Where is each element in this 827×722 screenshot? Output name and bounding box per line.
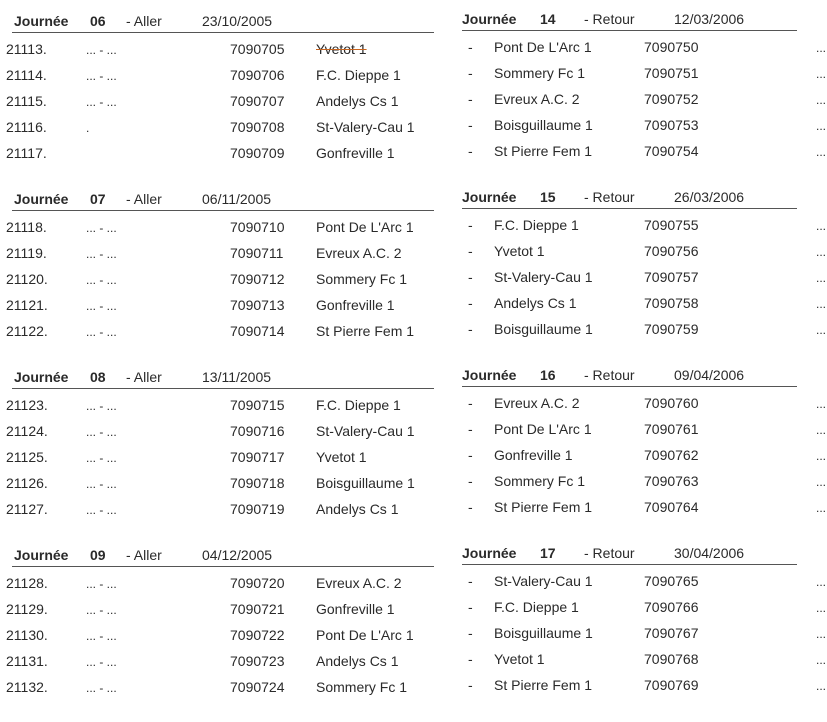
row-dash: - <box>468 625 473 641</box>
match-code: 7090759 <box>644 321 699 337</box>
row-dash: - <box>468 573 473 589</box>
match-code: 7090715 <box>230 397 285 413</box>
team-name: F.C. Dieppe 1 <box>316 67 401 83</box>
match-code: 7090710 <box>230 219 285 235</box>
match-number: 21123. <box>6 397 48 413</box>
fixture-row <box>462 617 827 643</box>
match-code: 7090756 <box>644 243 699 259</box>
fixture-row <box>0 85 440 111</box>
row-dash: - <box>468 143 473 159</box>
match-code: 7090753 <box>644 117 699 133</box>
fixture-row <box>0 389 440 415</box>
row-dash: - <box>468 651 473 667</box>
score-placeholder: ... - ... <box>86 451 117 465</box>
match-code: 7090712 <box>230 271 285 287</box>
round-date: 09/04/2006 <box>674 367 745 383</box>
fixture-row <box>0 593 440 619</box>
match-code: 7090707 <box>230 93 285 109</box>
fixture-row <box>0 671 440 697</box>
fixture-row <box>462 565 827 591</box>
score-placeholder: ... <box>816 679 827 693</box>
score-placeholder: ... <box>816 449 827 463</box>
team-name: Boisguillaume 1 <box>494 117 593 133</box>
score-placeholder: ... <box>816 575 827 589</box>
match-code: 7090757 <box>644 269 699 285</box>
match-number: 21127. <box>6 501 48 517</box>
fixture-row <box>462 465 827 491</box>
team-name: F.C. Dieppe 1 <box>316 397 401 413</box>
match-code: 7090760 <box>644 395 699 411</box>
team-name: Evreux A.C. 2 <box>316 245 402 261</box>
team-name: Gonfreville 1 <box>316 297 395 313</box>
row-dash: - <box>468 447 473 463</box>
score-placeholder: ... <box>816 297 827 311</box>
team-name: Evreux A.C. 2 <box>494 91 580 107</box>
fixture-row <box>462 491 827 517</box>
fixture-row <box>0 263 440 289</box>
row-dash: - <box>468 91 473 107</box>
match-code: 7090750 <box>644 39 699 55</box>
fixture-row <box>0 137 440 163</box>
round-number: 07 <box>90 191 106 207</box>
score-placeholder: ... - ... <box>86 43 117 57</box>
round-header <box>12 188 434 211</box>
retour-column <box>462 8 827 720</box>
fixture-row <box>462 135 827 161</box>
round-number: 16 <box>540 367 556 383</box>
team-name: Boisguillaume 1 <box>316 475 415 491</box>
team-name: Pont De L'Arc 1 <box>316 627 414 643</box>
score-placeholder: ... <box>816 119 827 133</box>
match-number: 21126. <box>6 475 48 491</box>
match-code: 7090766 <box>644 599 699 615</box>
match-number: 21115. <box>6 93 47 109</box>
team-name: Yvetot 1 <box>316 449 367 465</box>
team-name: F.C. Dieppe 1 <box>494 599 579 615</box>
round-block <box>462 186 827 364</box>
round-date: 06/11/2005 <box>202 191 272 207</box>
match-number: 21114. <box>6 67 47 83</box>
team-name: Yvetot 1 <box>316 41 367 57</box>
aller-column <box>0 10 440 722</box>
score-placeholder: ... - ... <box>86 247 117 261</box>
match-number: 21131. <box>6 653 48 669</box>
score-placeholder: ... <box>816 475 827 489</box>
team-name: Yvetot 1 <box>494 651 545 667</box>
match-code: 7090706 <box>230 67 285 83</box>
team-name: St-Valery-Cau 1 <box>316 119 415 135</box>
row-dash: - <box>468 395 473 411</box>
team-name: Sommery Fc 1 <box>316 271 408 287</box>
score-placeholder: ... <box>816 145 827 159</box>
round-header <box>462 364 797 387</box>
match-code: 7090724 <box>230 679 285 695</box>
fixture-row <box>462 669 827 695</box>
score-placeholder: ... <box>816 601 827 615</box>
score-placeholder: ... <box>816 653 827 667</box>
match-number: 21124. <box>6 423 48 439</box>
fixture-row <box>462 387 827 413</box>
round-block <box>0 366 440 544</box>
score-placeholder: ... <box>816 501 827 515</box>
match-code: 7090762 <box>644 447 699 463</box>
match-code: 7090763 <box>644 473 699 489</box>
round-header <box>462 542 797 565</box>
score-placeholder: ... - ... <box>86 273 117 287</box>
row-dash: - <box>468 39 473 55</box>
round-label: Journée <box>14 191 69 207</box>
round-phase: - Aller <box>126 13 162 29</box>
team-name: Andelys Cs 1 <box>316 501 399 517</box>
fixture-row <box>0 315 440 341</box>
team-name: Andelys Cs 1 <box>494 295 577 311</box>
score-placeholder: ... <box>816 67 827 81</box>
round-date: 23/10/2005 <box>202 13 273 29</box>
round-label: Journée <box>462 11 517 27</box>
match-code: 7090723 <box>230 653 285 669</box>
match-code: 7090758 <box>644 295 699 311</box>
round-label: Journée <box>462 367 517 383</box>
team-name: Sommery Fc 1 <box>494 65 586 81</box>
match-code: 7090718 <box>230 475 285 491</box>
score-placeholder: ... - ... <box>86 425 117 439</box>
fixture-row <box>0 567 440 593</box>
score-placeholder: ... <box>816 245 827 259</box>
fixture-row <box>0 619 440 645</box>
match-number: 21132. <box>6 679 48 695</box>
round-block <box>462 542 827 720</box>
match-code: 7090755 <box>644 217 699 233</box>
team-name: Gonfreville 1 <box>316 145 395 161</box>
row-dash: - <box>468 677 473 693</box>
round-label: Journée <box>14 369 69 385</box>
team-name: St Pierre Fem 1 <box>494 499 593 515</box>
fixture-row <box>462 591 827 617</box>
round-block <box>0 10 440 188</box>
match-code: 7090708 <box>230 119 285 135</box>
row-dash: - <box>468 473 473 489</box>
match-number: 21120. <box>6 271 48 287</box>
round-date: 12/03/2006 <box>674 11 745 27</box>
match-code: 7090713 <box>230 297 285 313</box>
fixture-row <box>462 83 827 109</box>
team-name: Yvetot 1 <box>494 243 545 259</box>
round-block <box>462 8 827 186</box>
match-code: 7090722 <box>230 627 285 643</box>
score-placeholder: ... - ... <box>86 477 117 491</box>
fixture-row <box>462 209 827 235</box>
score-placeholder: ... - ... <box>86 399 117 413</box>
match-number: 21129. <box>6 601 48 617</box>
match-number: 21117. <box>6 145 47 161</box>
round-block <box>0 188 440 366</box>
row-dash: - <box>468 217 473 233</box>
fixture-row <box>462 439 827 465</box>
match-number: 21125. <box>6 449 48 465</box>
round-block <box>0 544 440 722</box>
round-number: 15 <box>540 189 556 205</box>
team-name: St Pierre Fem 1 <box>494 677 593 693</box>
row-dash: - <box>468 269 473 285</box>
score-placeholder: . <box>86 121 90 135</box>
team-name: Boisguillaume 1 <box>494 321 593 337</box>
match-code: 7090714 <box>230 323 285 339</box>
round-phase: - Retour <box>584 11 635 27</box>
team-name: Pont De L'Arc 1 <box>494 421 592 437</box>
team-name: Sommery Fc 1 <box>494 473 586 489</box>
team-name: Sommery Fc 1 <box>316 679 408 695</box>
match-code: 7090751 <box>644 65 699 81</box>
score-placeholder: ... <box>816 397 827 411</box>
score-placeholder: ... <box>816 41 827 55</box>
round-header <box>462 8 797 31</box>
round-phase: - Retour <box>584 189 635 205</box>
round-phase: - Retour <box>584 545 635 561</box>
fixture-row <box>0 645 440 671</box>
round-number: 17 <box>540 545 556 561</box>
score-placeholder: ... - ... <box>86 577 117 591</box>
score-placeholder: ... <box>816 423 827 437</box>
fixture-row <box>0 289 440 315</box>
match-code: 7090705 <box>230 41 285 57</box>
match-code: 7090769 <box>644 677 699 693</box>
match-code: 7090711 <box>230 245 284 261</box>
round-header <box>12 10 434 33</box>
fixture-row <box>0 211 440 237</box>
score-placeholder: ... <box>816 271 827 285</box>
match-code: 7090767 <box>644 625 699 641</box>
match-code: 7090721 <box>230 601 285 617</box>
match-number: 21118. <box>6 219 47 235</box>
round-phase: - Aller <box>126 191 162 207</box>
round-number: 09 <box>90 547 106 563</box>
team-name: Andelys Cs 1 <box>316 93 399 109</box>
fixture-row <box>0 59 440 85</box>
fixture-row <box>0 415 440 441</box>
fixture-row <box>0 493 440 519</box>
match-code: 7090754 <box>644 143 699 159</box>
fixture-row <box>0 33 440 59</box>
match-number: 21113. <box>6 41 47 57</box>
score-placeholder: ... - ... <box>86 655 117 669</box>
match-code: 7090716 <box>230 423 285 439</box>
team-name: Gonfreville 1 <box>494 447 573 463</box>
team-name: Evreux A.C. 2 <box>316 575 402 591</box>
team-name: St-Valery-Cau 1 <box>316 423 415 439</box>
row-dash: - <box>468 243 473 259</box>
score-placeholder: ... <box>816 627 827 641</box>
score-placeholder: ... - ... <box>86 325 117 339</box>
team-name: St-Valery-Cau 1 <box>494 573 593 589</box>
score-placeholder: ... - ... <box>86 69 117 83</box>
match-code: 7090752 <box>644 91 699 107</box>
round-label: Journée <box>462 545 517 561</box>
match-code: 7090719 <box>230 501 285 517</box>
fixture-row <box>462 413 827 439</box>
team-name: F.C. Dieppe 1 <box>494 217 579 233</box>
score-placeholder: ... <box>816 219 827 233</box>
match-code: 7090765 <box>644 573 699 589</box>
row-dash: - <box>468 65 473 81</box>
fixture-row <box>462 313 827 339</box>
team-name: Boisguillaume 1 <box>494 625 593 641</box>
round-label: Journée <box>14 547 69 563</box>
round-header <box>462 186 797 209</box>
round-number: 06 <box>90 13 106 29</box>
round-header <box>12 366 434 389</box>
row-dash: - <box>468 499 473 515</box>
team-name: Evreux A.C. 2 <box>494 395 580 411</box>
score-placeholder: ... - ... <box>86 299 117 313</box>
round-date: 26/03/2006 <box>674 189 745 205</box>
score-placeholder: ... - ... <box>86 603 117 617</box>
fixture-row <box>462 109 827 135</box>
match-number: 21121. <box>6 297 48 313</box>
match-number: 21128. <box>6 575 48 591</box>
fixture-row <box>462 287 827 313</box>
score-placeholder: ... - ... <box>86 503 117 517</box>
fixture-row <box>0 237 440 263</box>
fixture-row <box>0 467 440 493</box>
match-number: 21119. <box>6 245 47 261</box>
team-name: St Pierre Fem 1 <box>316 323 415 339</box>
row-dash: - <box>468 321 473 337</box>
fixture-row <box>462 31 827 57</box>
round-date: 13/11/2005 <box>202 369 272 385</box>
round-header <box>12 544 434 567</box>
score-placeholder: ... - ... <box>86 681 117 695</box>
round-phase: - Retour <box>584 367 635 383</box>
round-label: Journée <box>14 13 69 29</box>
score-placeholder: ... - ... <box>86 629 117 643</box>
score-placeholder: ... <box>816 93 827 107</box>
row-dash: - <box>468 295 473 311</box>
round-number: 08 <box>90 369 106 385</box>
score-placeholder: ... <box>816 323 827 337</box>
match-number: 21116. <box>6 119 47 135</box>
match-code: 7090720 <box>230 575 285 591</box>
match-code: 7090709 <box>230 145 285 161</box>
round-phase: - Aller <box>126 369 162 385</box>
fixture-row <box>462 261 827 287</box>
row-dash: - <box>468 117 473 133</box>
round-date: 30/04/2006 <box>674 545 745 561</box>
team-name: St Pierre Fem 1 <box>494 143 593 159</box>
fixture-row <box>462 643 827 669</box>
score-placeholder: ... - ... <box>86 95 117 109</box>
fixture-row <box>0 441 440 467</box>
team-name: Gonfreville 1 <box>316 601 395 617</box>
match-code: 7090764 <box>644 499 699 515</box>
match-number: 21130. <box>6 627 48 643</box>
round-phase: - Aller <box>126 547 162 563</box>
team-name: St-Valery-Cau 1 <box>494 269 593 285</box>
round-number: 14 <box>540 11 556 27</box>
row-dash: - <box>468 599 473 615</box>
row-dash: - <box>468 421 473 437</box>
team-name: Pont De L'Arc 1 <box>494 39 592 55</box>
team-name: Pont De L'Arc 1 <box>316 219 414 235</box>
fixture-row <box>0 111 440 137</box>
team-name: Andelys Cs 1 <box>316 653 399 669</box>
match-number: 21122. <box>6 323 48 339</box>
score-placeholder: ... - ... <box>86 221 117 235</box>
fixture-row <box>462 235 827 261</box>
round-label: Journée <box>462 189 517 205</box>
match-code: 7090761 <box>644 421 699 437</box>
round-date: 04/12/2005 <box>202 547 273 563</box>
match-code: 7090717 <box>230 449 285 465</box>
round-block <box>462 364 827 542</box>
match-code: 7090768 <box>644 651 699 667</box>
fixture-row <box>462 57 827 83</box>
